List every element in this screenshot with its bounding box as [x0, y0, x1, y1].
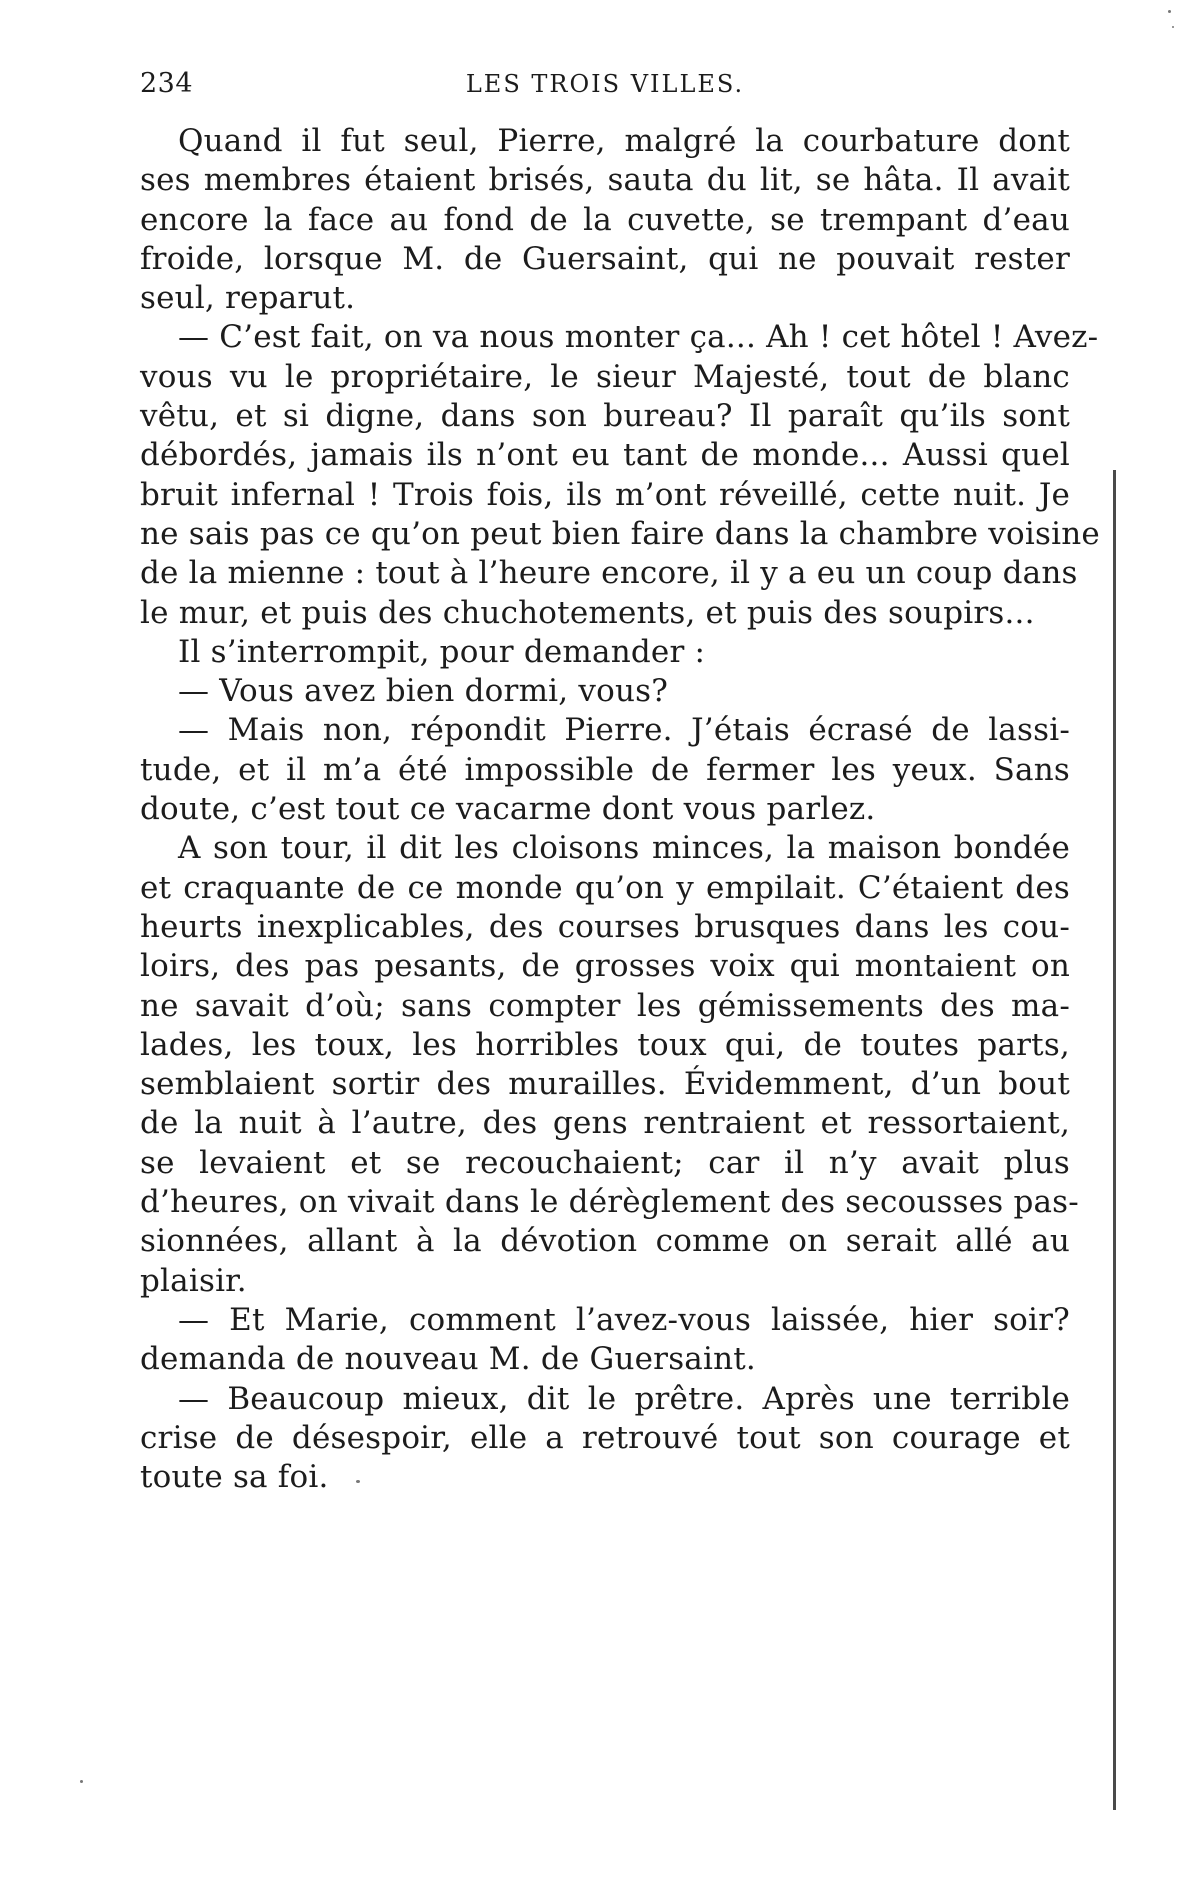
text-line: heurts inexplicables, des courses brusques dans les cou-: [140, 908, 1070, 945]
text-line: tude, et il m’a été impossible de fermer les yeux. Sans: [140, 751, 1070, 788]
scan-speck: [1172, 26, 1174, 28]
text-line: — Et Marie, comment l’avez-vous laissée, hier soir?: [178, 1301, 1070, 1338]
text-line: vêtu, et si digne, dans son bureau? Il paraît qu’ils sont: [140, 398, 1070, 435]
text-line: toute sa foi.: [140, 1459, 329, 1496]
text-line: débordés, jamais ils n’ont eu tant de monde... Aussi quel: [140, 437, 1070, 474]
text-line: crise de désespoir, elle a retrouvé tout son courage et: [140, 1419, 1070, 1456]
text-line: — Mais non, répondit Pierre. J’étais écrasé de lassi-: [178, 712, 1070, 749]
running-title: LES TROIS VILLES.: [465, 70, 745, 98]
text-line: froide, lorsque M. de Guersaint, qui ne pouvait rester: [140, 240, 1070, 277]
text-line: le mur, et puis des chuchotements, et puis des soupirs...: [140, 594, 1035, 631]
text-line: — Beaucoup mieux, dit le prêtre. Après une terrible: [178, 1380, 1070, 1417]
text-line: ne sais pas ce qu’on peut bien faire dans la chambre voisine: [140, 515, 1100, 552]
text-line: lades, les toux, les horribles toux qui, de toutes parts,: [140, 1026, 1070, 1063]
scan-edge-line: [1113, 470, 1116, 1810]
scan-speck: [1168, 10, 1171, 13]
text-line: bruit infernal ! Trois fois, ils m’ont réveillé, cette nuit. Je: [140, 476, 1070, 513]
text-line: Il s’interrompit, pour demander :: [178, 633, 706, 670]
text-line: semblaient sortir des murailles. Évidemment, d’un bout: [140, 1066, 1070, 1103]
text-line: — C’est fait, on va nous monter ça... Ah ! cet hôtel ! Avez-: [178, 319, 1099, 356]
text-line: A son tour, il dit les cloisons minces, la maison bondée: [178, 830, 1070, 867]
text-line: ses membres étaient brisés, sauta du lit, se hâta. Il avait: [140, 162, 1070, 199]
running-head: [140, 68, 1070, 108]
scan-speck: [80, 1780, 83, 1783]
text-line: doute, c’est tout ce vacarme dont vous parlez.: [140, 791, 876, 828]
text-line: sionnées, allant à la dévotion comme on serait allé au: [140, 1223, 1070, 1260]
text-line: plaisir.: [140, 1262, 247, 1299]
text-line: — Vous avez bien dormi, vous?: [178, 673, 669, 710]
text-line: de la nuit à l’autre, des gens rentraient et ressortaient,: [140, 1105, 1070, 1142]
text-line: de la mienne : tout à l’heure encore, il y a eu un coup dans: [140, 555, 1078, 592]
body-text: [140, 122, 1100, 1497]
text-line: seul, reparut.: [140, 280, 356, 317]
text-line: encore la face au fond de la cuvette, se trempant d’eau: [140, 201, 1070, 238]
text-line: d’heures, on vivait dans le dérèglement des secousses pas-: [140, 1184, 1079, 1221]
text-line: et craquante de ce monde qu’on y empilait. C’étaient des: [140, 869, 1070, 906]
scan-speck: [356, 1480, 360, 1483]
text-line: se levaient et se recouchaient; car il n’y avait plus: [140, 1144, 1070, 1181]
text-line: vous vu le propriétaire, le sieur Majesté, tout de blanc: [140, 358, 1070, 395]
text-line: demanda de nouveau M. de Guersaint.: [140, 1341, 756, 1378]
text-line: loirs, des pas pesants, de grosses voix qui montaient on: [140, 948, 1070, 985]
text-line: ne savait d’où; sans compter les gémissements des ma-: [140, 987, 1070, 1024]
page-number: 234: [140, 68, 194, 99]
text-line: Quand il fut seul, Pierre, malgré la courbature dont: [178, 123, 1070, 159]
